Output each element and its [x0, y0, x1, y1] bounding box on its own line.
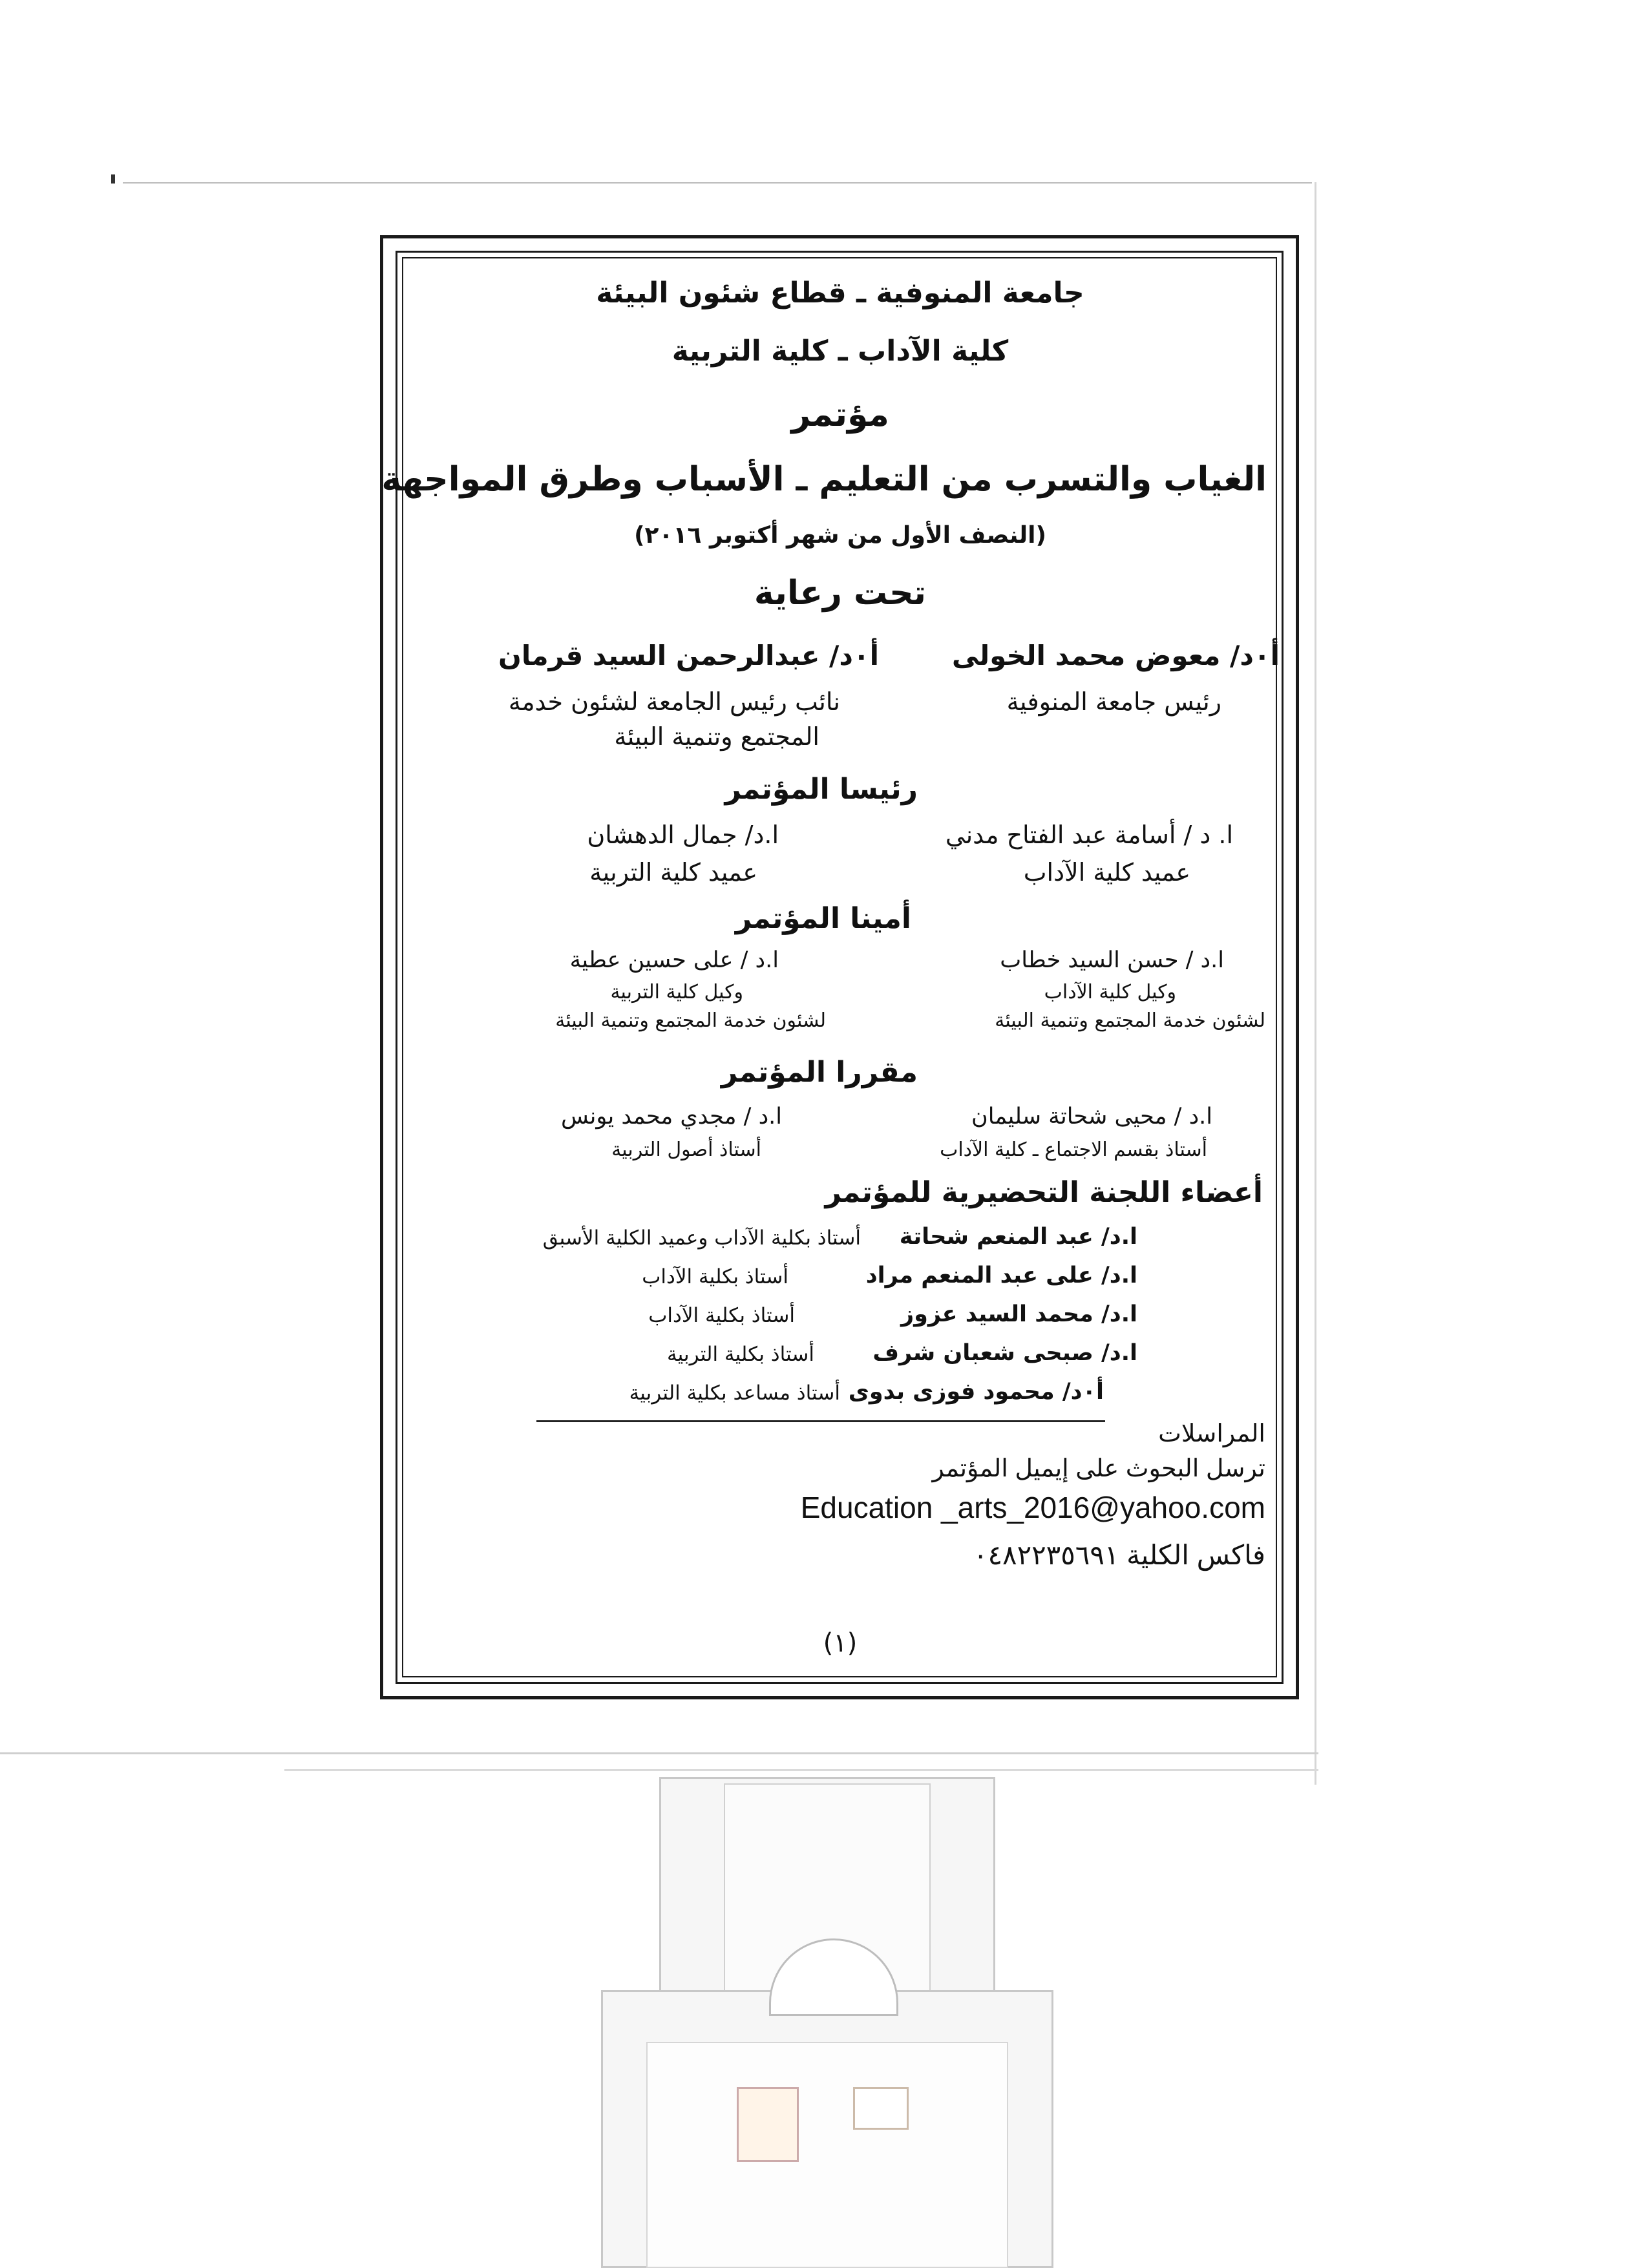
- patron-right-role: رئيس جامعة المنوفية: [1006, 688, 1221, 716]
- secretaries-heading: أمينا المؤتمر: [735, 902, 911, 935]
- correspondence-instruction: ترسل البحوث على إيميل المؤتمر: [932, 1455, 1265, 1482]
- committee-heading: أعضاء اللجنة التحضيرية للمؤتمر: [825, 1176, 1263, 1209]
- conference-title: الغياب والتسرب من التعليم ـ الأسباب وطرق المواجهة: [381, 460, 1267, 499]
- committee-member-role: أستاذ بكلية الآداب: [648, 1304, 795, 1327]
- committee-member-name: ا.د/ صبحى شعبان شرف: [872, 1340, 1137, 1366]
- rapporteur-left-name: ا.د / مجدي محمد يونس: [561, 1104, 782, 1129]
- sticker-icon: [737, 2087, 799, 2162]
- patron-left-name: أ٠د/ عبدالرحمن السيد قرمان: [498, 640, 879, 671]
- committee-member-name: ا.د/ محمد السيد عزوز: [900, 1301, 1137, 1327]
- committee-member-name: أ٠د/ محمود فوزى بدوى: [848, 1379, 1104, 1405]
- chair-left-name: ا.د/ جمال الدهشان: [587, 821, 779, 849]
- patron-left-role-line1: نائب رئيس الجامعة لشئون خدمة: [508, 688, 840, 716]
- committee-member-role: أستاذ مساعد بكلية التربية: [629, 1381, 840, 1405]
- chair-left-role: عميد كلية التربية: [589, 858, 757, 887]
- secretary-right-role-line2: لشئون خدمة المجتمع وتنمية البيئة: [995, 1009, 1265, 1032]
- secretary-left-role-line2: لشئون خدمة المجتمع وتنمية البيئة: [555, 1009, 826, 1032]
- committee-member-role: أستاذ بكلية الآداب: [642, 1265, 788, 1288]
- page-number: (١): [823, 1628, 858, 1658]
- secretary-right-role-line1: وكيل كلية الآداب: [1044, 981, 1176, 1003]
- rapporteur-left-role: أستاذ أصول التربية: [611, 1139, 761, 1161]
- sheet-edge-bottom-second: [284, 1769, 1318, 1771]
- correspondence-heading: المراسلات: [1158, 1420, 1265, 1447]
- faculty-fax: فاكس الكلية ٠٤٨٢٢٣٥٦٩١: [973, 1540, 1265, 1570]
- committee-member-role: أستاذ بكلية الآداب وعميد الكلية الأسبق: [542, 1226, 861, 1250]
- sticker-small-icon: [853, 2087, 909, 2130]
- secretary-right-name: ا.د / حسن السيد خطاب: [1000, 947, 1224, 973]
- chair-right-name: ا. د / أسامة عبد الفتاح مدني: [945, 821, 1233, 849]
- scanner-holder-inner: [646, 2042, 1008, 2268]
- chair-right-role: عميد كلية الآداب: [1023, 858, 1190, 887]
- secretary-left-name: ا.د / على حسين عطية: [569, 947, 779, 973]
- rapporteurs-heading: مقررا المؤتمر: [721, 1056, 918, 1089]
- conference-email[interactable]: Education _arts_2016@yahoo.com: [800, 1491, 1265, 1524]
- committee-underline: [536, 1420, 1105, 1422]
- scan-edge-line: [123, 182, 1312, 184]
- committee-member-role: أستاذ بكلية التربية: [666, 1343, 814, 1366]
- chairs-heading: رئيسا المؤتمر: [724, 773, 918, 806]
- scan-mark: [111, 174, 115, 184]
- faculties-title: كلية الآداب ـ كلية التربية: [671, 335, 1009, 368]
- university-title: جامعة المنوفية ـ قطاع شئون البيئة: [596, 277, 1084, 310]
- rapporteur-right-role: أستاذ بقسم الاجتماع ـ كلية الآداب: [940, 1139, 1207, 1161]
- sheet-edge-bottom: [0, 1752, 1318, 1754]
- patron-right-name: أ٠د/ معوض محمد الخولى: [951, 640, 1280, 671]
- conference-label: مؤتمر: [791, 395, 889, 434]
- conference-date: (النصف الأول من شهر أكتوبر ٢٠١٦): [634, 522, 1046, 549]
- sheet-edge-right: [1315, 182, 1316, 1785]
- rapporteur-right-name: ا.د / محيى شحاتة سليمان: [971, 1104, 1212, 1129]
- secretary-left-role-line1: وكيل كلية التربية: [610, 981, 743, 1003]
- patronage-heading: تحت رعاية: [754, 574, 927, 613]
- committee-member-name: ا.د/ على عبد المنعم مراد: [865, 1263, 1137, 1288]
- patron-left-role-line2: المجتمع وتنمية البيئة: [614, 722, 819, 751]
- committee-member-name: ا.د/ عبد المنعم شحاتة: [899, 1224, 1137, 1250]
